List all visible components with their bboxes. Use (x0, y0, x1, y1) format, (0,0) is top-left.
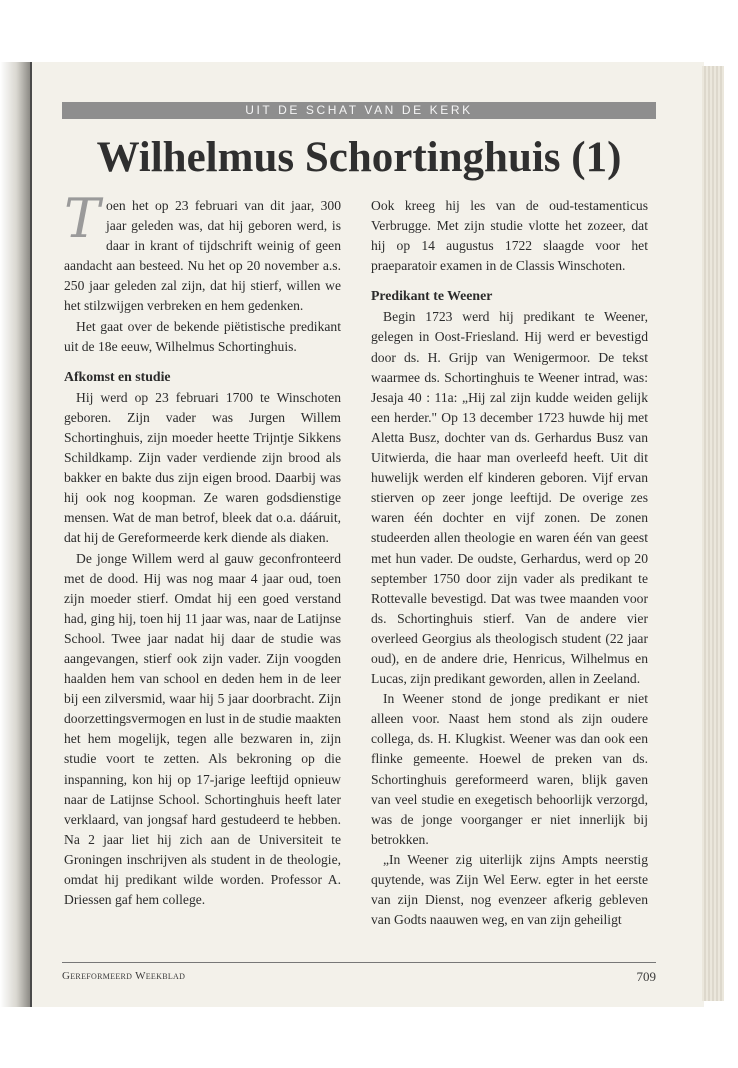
intro-paragraph: Toen het op 23 februari van dit jaar, 300 jaar geleden was, dat hij geboren werd, is daar in krant of tijdschrift weinig of geen aandacht aan besteed. Nu het op 20 november a.s. 250 jaar geleden zal zijn, dat hij stierf, willen we het stilzwijgen verbreken en hem gedenken. (64, 187, 341, 314)
intro-paragraph-2: Het gaat over de bekende piëtistische predikant uit de 18e eeuw, Wilhelmus Schortinghuis. (64, 318, 341, 354)
section-heading-predikant: Predikant te Weener (371, 288, 493, 304)
body-paragraph: „In Weener zig uiterlijk zijns Ampts neerstig quytende, was Zijn Wel Eerw. egter in het eerste van zijn Dienst, nog evenzeer afkerig gebleven van Godts naauwen weg, en van zijn geheiligt (371, 851, 648, 928)
page-number: 709 (636, 969, 656, 984)
book-edge-left (0, 62, 30, 1007)
article-title: Wilhelmus Schortinghuis (1) (96, 134, 622, 181)
column-right (371, 196, 648, 930)
body-paragraph: Begin 1723 werd hij predikant te Weener, gelegen in Oost-Friesland. Hij werd er bevestigd door ds. H. Grijp van Wenigermoor. De tekst waarmee ds. Schortinghuis te Weener intrad, was: Jesaja 40 : 11a: „Hij zal zijn kudde weiden gelijk een herder." Op 13 december 1723 huwde hij met Aletta Busz, dochter van ds. Gerhardus Busz van Uitwierda, die haar man overleefd heeft. Uit dit huwelijk werden elf kinderen geboren. Vijf ervan stierven op zeer jonge leeftijd. De overige zes waren één dochter en vijf zonen. De zonen studeerden allen theologie en waren één van geest met hun vader. De oudste, Gerhardus, werd op 20 september 1750 door zijn vader als predikant te Rottevalle bevestigd. Dat was twee maanden voor ds. Schortinghuis stierf. Van de andere vier overleed Georgius als theologisch student (22 jaar oud), en de andere drie, Henricus, Wilhelmus en Lucas, zijn predikant geworden, allen in Zeeland. (371, 309, 648, 687)
section-heading-afkomst: Afkomst en studie (64, 368, 171, 384)
column-left (64, 187, 341, 910)
publication-name: Gereformeerd Weekblad (62, 970, 186, 982)
drop-cap: T (64, 187, 101, 250)
body-paragraph: Hij werd op 23 februari 1700 te Winschoten geboren. Zijn vader was Jurgen Willem Schortinghuis, zijn moeder heette Trijntje Sikkens Schildkamp. Zijn vader verdiende zijn brood als bakker en bakte dus zijn eigen brood. Daarbij was hij ook nog koopman. Ze waren godsdienstige mensen. Wat de man betrof, bleek dat o.a. dááruit, dat hij de Gereformeerde kerk diende als diaken. (64, 389, 341, 546)
body-paragraph: In Weener stond de jonge predikant er niet alleen voor. Naast hem stond als zijn oudere collega, ds. H. Klugkist. Weener was dan ook een flinke gemeente. Hoewel de preken van ds. Schortinghuis gereformeerd waren, blijk gaven van veel studie en exegetisch behoorlijk verzorgd, was de jonge voorganger er niet innerlijk bij betrokken. (371, 691, 648, 847)
section-band: UIT DE SCHAT VAN DE KERK (62, 102, 656, 119)
body-paragraph: Ook kreeg hij les van de oud-testamenticus Verbrugge. Met zijn studie vlotte het zozeer, dat hij op 14 augustus 1722 slaagde voor het praeparatoir examen in de Classis Winschoten. (371, 198, 648, 274)
body-paragraph: De jonge Willem werd al gauw geconfronteerd met de dood. Hij was nog maar 4 jaar oud, toen zijn moeder stierf. Omdat hij een goed verstand had, ging hij, toen hij 11 jaar was, naar de Latijnse School. Twee jaar nadat hij daar de studie was aangevangen, stierf ook zijn vader. Zijn voogden haalden hem van school en deden hem in de leer bij een zilversmid, waar hij 5 jaar doorbracht. Zijn doorzettingsvermogen en lust in de studie maakten het hem mogelijk, tegen alle bezwaren in, zijn studie voort te zetten. Als bekroning op die inspanning, kon hij op 17-jarige leeftijd opnieuw naar de Latijnse School. Schortinghuis heeft later verklaard, van jongsaf hard gestudeerd te hebben. Na 2 jaar liet hij zich aan de Universiteit te Groningen inschrijven als student in de theologie, omdat hij predikant wilde worden. Professor A. Driessen gaf hem college. (64, 550, 341, 908)
footer-rule (62, 962, 656, 963)
book-edge-right (702, 66, 724, 1001)
